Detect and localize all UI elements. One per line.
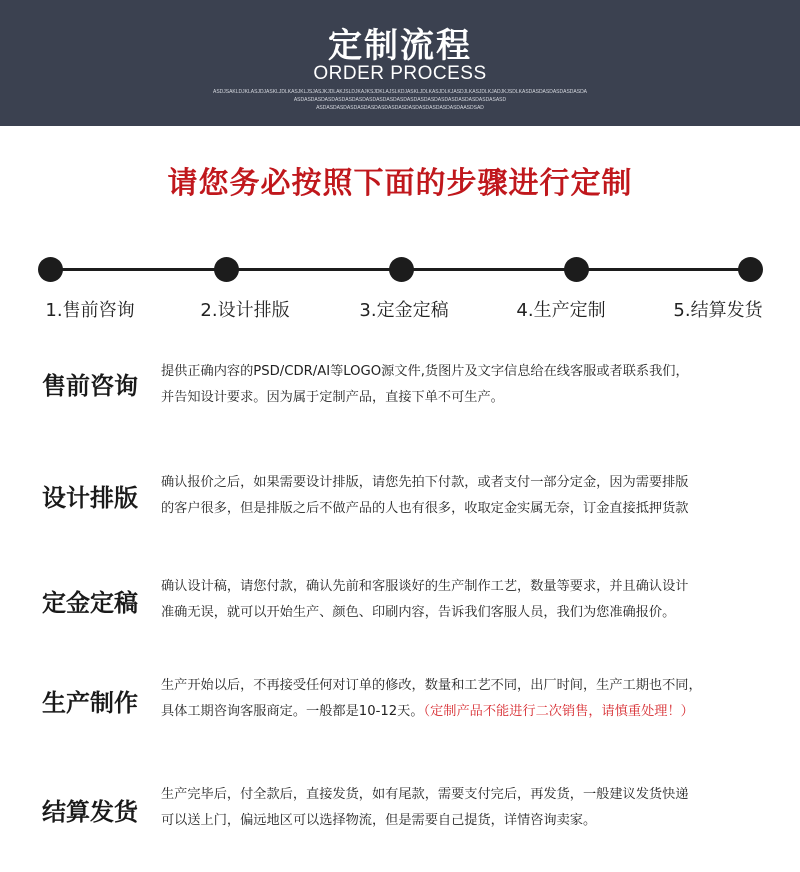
section-heading: 售前咨询 <box>42 372 138 400</box>
decorative-text-line: ASDASDASDASDASDASDASDASDASDASDASDASDASDASDASDASDASDASDASDASASD <box>293 97 507 103</box>
section-heading: 结算发货 <box>42 798 138 826</box>
decorative-text-line: ASDJSAKLDJKLASJDJASKLJDLKASJKLJSJASJKJDLAKJSLDJKAJKSJDKLAJSLKDJASKLJDLKASJDLKJASDJLKASJDLKJADJKJSDLKASDASDASDASDASDASDA <box>212 89 588 95</box>
description-line: 生产开始以后，不再接受任何对订单的修改，数量和工艺不同，出厂时间，生产工期也不同， <box>161 678 702 693</box>
section-description <box>161 359 789 411</box>
timeline-step-label: 3.定金定稿 <box>359 300 449 321</box>
section-description <box>161 673 789 725</box>
timeline-dot <box>214 257 239 282</box>
page-title: 定制流程 <box>328 26 472 66</box>
description-line <box>161 699 789 725</box>
section-heading: 设计排版 <box>42 484 138 512</box>
section-description <box>161 574 789 626</box>
instruction-heading: 请您务必按照下面的步骤进行定制 <box>167 166 633 201</box>
timeline-step-label: 4.生产定制 <box>516 300 606 321</box>
description-line: 的客户很多，但是排版之后不做产品的人也有很多，收取定金实属无奈，订金直接抵押货款 <box>161 501 689 516</box>
timeline-dot <box>38 257 63 282</box>
section-heading: 生产制作 <box>42 689 138 717</box>
description-line: 确认设计稿，请您付款，确认先前和客服谈好的生产制作工艺，数量等要求，并且确认设计 <box>161 579 689 594</box>
description-line: 并告知设计要求。因为属于定制产品，直接下单不可生产。 <box>161 390 504 405</box>
warning-note: （定制产品不能进行二次销售，请慎重处理！） <box>423 704 694 719</box>
decorative-text-line: ASDASDASDASDASDASDASDASDASDASDASDASDASDASDAASDSAD <box>316 105 484 111</box>
page-subtitle: ORDER PROCESS <box>313 63 487 84</box>
section-description <box>161 782 789 834</box>
description-line: 确认报价之后，如果需要设计排版，请您先拍下付款，或者支付一部分定金，因为需要排版 <box>161 475 689 490</box>
process-timeline <box>0 252 800 332</box>
timeline-step-label: 5.结算发货 <box>673 300 763 321</box>
timeline-dot <box>564 257 589 282</box>
description-text: 具体工期咨询客服商定。一般都是10-12天。 <box>161 704 424 719</box>
section-heading: 定金定稿 <box>42 589 138 617</box>
description-line: 提供正确内容的PSD/CDR/AI等LOGO源文件,货图片及文字信息给在线客服或者联系我们， <box>161 364 689 379</box>
section-description <box>161 470 789 522</box>
timeline-step-label: 1.售前咨询 <box>45 300 135 321</box>
description-line: 准确无误，就可以开始生产、颜色、印刷内容，告诉我们客服人员，我们为您准确报价。 <box>161 605 676 620</box>
description-line: 可以送上门，偏远地区可以选择物流，但是需要自己提货，详情咨询卖家。 <box>161 813 597 828</box>
timeline-step-label: 2.设计排版 <box>200 300 290 321</box>
header-banner <box>0 0 800 126</box>
description-line: 生产完毕后，付全款后，直接发货，如有尾款，需要支付完后，再发货，一般建议发货快递 <box>161 787 689 802</box>
timeline-dot <box>738 257 763 282</box>
timeline-dot <box>389 257 414 282</box>
